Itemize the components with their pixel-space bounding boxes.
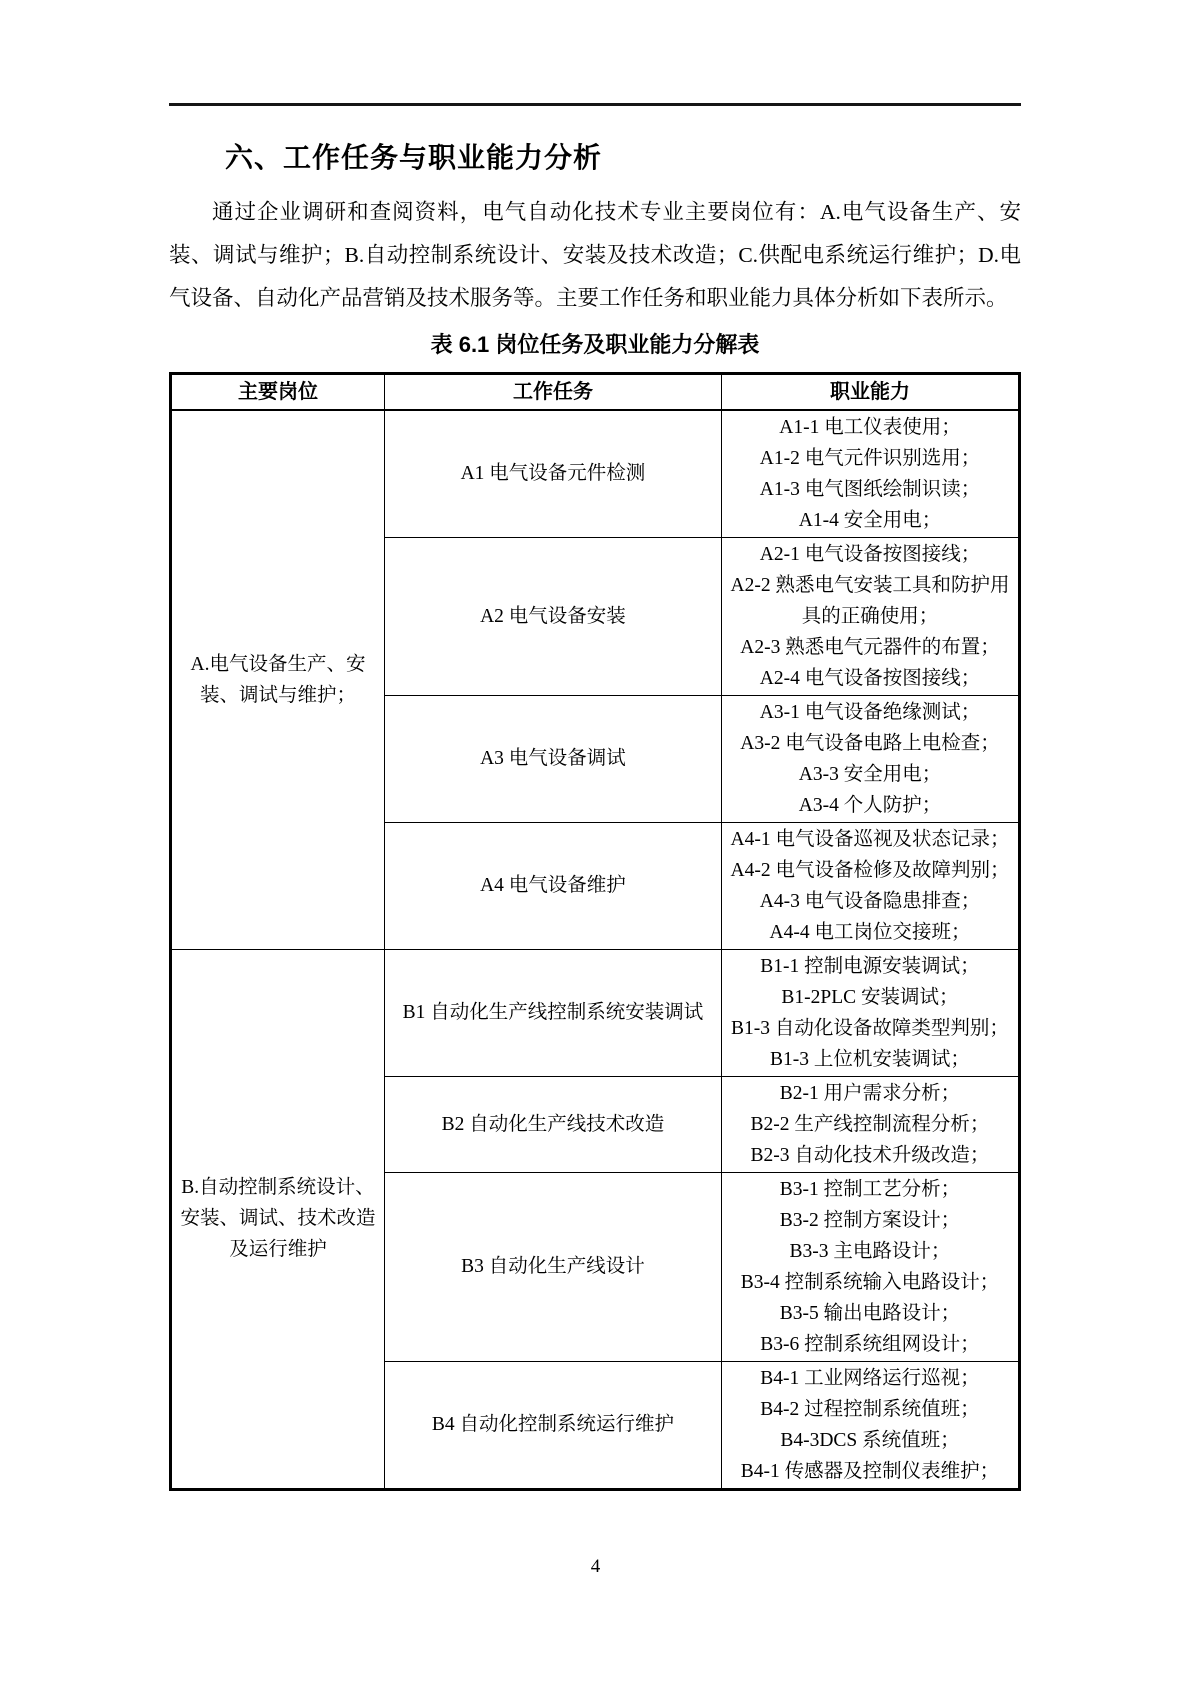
abilities-cell [721,695,1019,822]
ability-item: B1-1 控制电源安装调试； [760,955,980,977]
abilities-cell [721,1172,1019,1361]
ability-item: A4-2 电气设备检修及故障判别； [730,859,1010,881]
ability-item: A1-4 安全用电； [798,509,942,531]
ability-item: A4-4 电工岗位交接班； [769,921,971,943]
task-cell: B4 自动化控制系统运行维护 [384,1361,721,1489]
task-cell: B2 自动化生产线技术改造 [384,1076,721,1172]
ability-item: A4-1 电气设备巡视及状态记录； [730,828,1010,850]
ability-item: B2-1 用户需求分析； [779,1082,961,1104]
position-cell: B.自动控制系统设计、安装、调试、技术改造及运行维护 [171,949,385,1489]
ability-item: A2-4 电气设备按图接线； [759,667,981,689]
abilities-cell [721,1361,1019,1489]
table-header-row [171,373,1020,410]
ability-item: A2-2 熟悉电气安装工具和防护用具的正确使用； [730,574,1010,627]
header-rule [169,103,1021,106]
ability-item: A1-1 电工仪表使用； [779,416,961,438]
abilities-cell [721,949,1019,1076]
position-cell: A.电气设备生产、安装、调试与维护； [171,410,385,950]
table-header [171,373,1020,410]
abilities-cell [721,822,1019,949]
ability-item: A3-1 电气设备绝缘测试； [759,701,981,723]
ability-item: B2-3 自动化技术升级改造； [750,1144,990,1166]
section-heading: 六、工作任务与职业能力分析 [225,142,603,173]
ability-item: A2-1 电气设备按图接线； [759,543,981,565]
task-cell: B3 自动化生产线设计 [384,1172,721,1361]
ability-item: B3-5 输出电路设计； [779,1302,961,1324]
task-ability-table [169,372,1021,1491]
ability-item: A3-2 电气设备电路上电检查； [740,732,1000,754]
task-cell: A3 电气设备调试 [384,695,721,822]
page-content [169,0,1021,1491]
task-cell: A1 电气设备元件检测 [384,410,721,538]
page-number: 4 [590,1556,601,1577]
table-body [171,410,1020,1490]
task-cell: B1 自动化生产线控制系统安装调试 [384,949,721,1076]
ability-item: A4-3 电气设备隐患排查； [759,890,981,912]
col-header-ability: 职业能力 [721,373,1019,410]
ability-item: A1-3 电气图纸绘制识读； [759,478,981,500]
ability-item: B4-1 工业网络运行巡视； [760,1367,980,1389]
abilities-cell [721,1076,1019,1172]
table-row [171,410,1020,538]
ability-item: B3-2 控制方案设计； [779,1209,961,1231]
table-caption: 表 6.1 岗位任务及职业能力分解表 [430,331,760,357]
ability-item: B4-1 传感器及控制仪表维护； [740,1460,1000,1482]
col-header-position: 主要岗位 [171,373,385,410]
col-header-task: 工作任务 [384,373,721,410]
ability-item: B1-3 自动化设备故障类型判别； [731,1017,1009,1039]
task-cell: A2 电气设备安装 [384,537,721,695]
task-cell: A4 电气设备维护 [384,822,721,949]
ability-item: B4-2 过程控制系统值班； [760,1398,980,1420]
abilities-cell [721,410,1019,538]
intro-paragraph: 通过企业调研和查阅资料，电气自动化技术专业主要岗位有：A.电气设备生产、安装、调试与维护；B.自动控制系统设计、安装及技术改造；C.供配电系统运行维护；D.电气设备、自动化产品营销及技术服务等。主要工作任务和职业能力具体分析如下表所示。 [169,199,1021,310]
ability-item: B3-6 控制系统组网设计； [760,1333,980,1355]
ability-item: A2-3 熟悉电气元器件的布置； [740,636,1000,658]
ability-item: A3-4 个人防护； [798,794,942,816]
ability-item: A1-2 电气元件识别选用； [759,447,981,469]
table-row [171,949,1020,1076]
abilities-cell [721,537,1019,695]
ability-item: B4-3DCS 系统值班； [780,1429,960,1451]
ability-item: B2-2 生产线控制流程分析； [750,1113,990,1135]
ability-item: B3-1 控制工艺分析； [779,1178,961,1200]
ability-item: B3-4 控制系统输入电路设计； [740,1271,1000,1293]
ability-item: B3-3 主电路设计； [789,1240,951,1262]
ability-item: B1-3 上位机安装调试； [770,1048,970,1070]
ability-item: B1-2PLC 安装调试； [781,986,959,1008]
ability-item: A3-3 安全用电； [798,763,942,785]
